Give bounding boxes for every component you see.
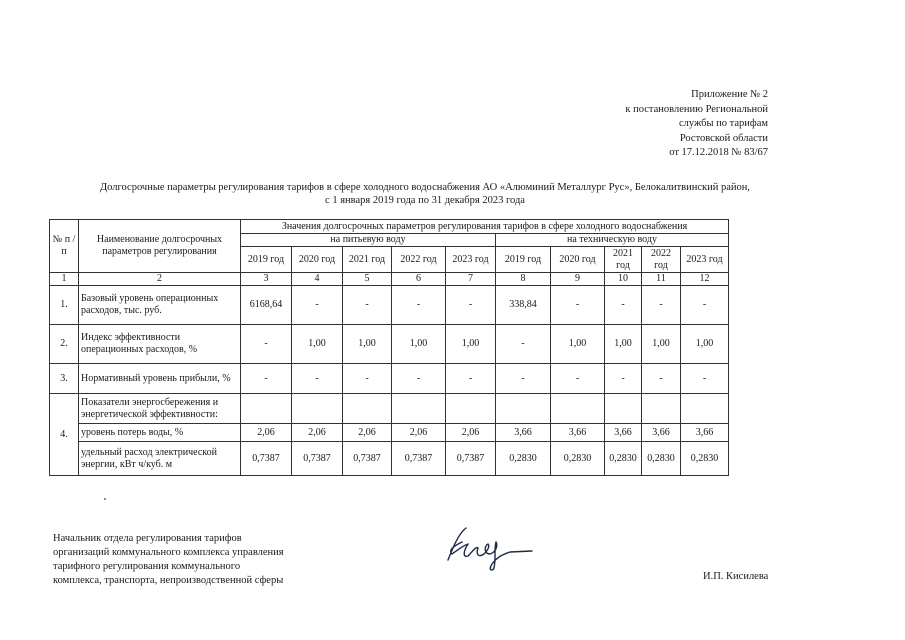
cell: - <box>551 286 605 325</box>
cell-empty <box>681 394 729 424</box>
cell: 1,00 <box>681 325 729 364</box>
cell: 1,00 <box>343 325 392 364</box>
cell: - <box>241 364 292 394</box>
table-row <box>50 394 729 424</box>
cell: 0,7387 <box>241 442 292 476</box>
signatory-position <box>53 532 284 588</box>
column-number: 11 <box>642 273 681 286</box>
cell: 1,00 <box>392 325 446 364</box>
column-number-row <box>50 273 729 286</box>
cell-empty <box>496 394 551 424</box>
appendix-line: службы по тарифам <box>679 118 768 129</box>
appendix-line: Ростовской области <box>679 132 768 144</box>
title-line-1: Долгосрочные параметры регулирования тарифов в сфере холодного водоснабжения АО «Алюминий Металлург Рус», Белокалитвинский район, <box>99 182 751 193</box>
cell: - <box>642 364 681 394</box>
cell: 2,06 <box>292 424 343 442</box>
column-number: 2 <box>79 273 241 286</box>
column-number: 6 <box>392 273 446 286</box>
document-title <box>40 181 810 207</box>
cell: 0,7387 <box>343 442 392 476</box>
cell: 0,2830 <box>496 442 551 476</box>
appendix-line: к постановлению Региональной <box>625 103 768 115</box>
cell: 2,06 <box>241 424 292 442</box>
cell: 0,7387 <box>292 442 343 476</box>
header-name: Наименование долгосрочных параметров регулирования <box>79 220 241 273</box>
appendix-line: Приложение № 2 <box>691 89 768 100</box>
header-year: 2019 год <box>241 247 292 273</box>
cell: - <box>642 286 681 325</box>
column-number: 3 <box>241 273 292 286</box>
title-line-2: с 1 января 2019 года по 31 декабря 2023 года <box>325 195 525 206</box>
row-num: 4. <box>50 394 79 476</box>
cell-empty <box>241 394 292 424</box>
column-number: 1 <box>50 273 79 286</box>
appendix-line: от 17.12.2018 № 83/67 <box>669 147 768 158</box>
cell: 1,00 <box>292 325 343 364</box>
header-year: 2023 год <box>446 247 496 273</box>
cell: 0,2830 <box>605 442 642 476</box>
cell-empty <box>642 394 681 424</box>
row-name: удельный расход электрической энергии, кВт ч/куб. м <box>79 442 241 476</box>
cell-empty <box>292 394 343 424</box>
cell: - <box>292 364 343 394</box>
column-number: 9 <box>551 273 605 286</box>
cell: - <box>681 286 729 325</box>
header-year: 2022 год <box>392 247 446 273</box>
header-num: № п /п <box>50 220 79 273</box>
cell: 3,66 <box>496 424 551 442</box>
cell: - <box>681 364 729 394</box>
cell: - <box>292 286 343 325</box>
position-line: Начальник отдела регулирования тарифов <box>53 533 242 544</box>
cell: - <box>392 364 446 394</box>
row-num: 2. <box>50 325 79 364</box>
cell: 2,06 <box>343 424 392 442</box>
handwritten-signature <box>440 520 540 575</box>
column-number: 8 <box>496 273 551 286</box>
cell: 1,00 <box>446 325 496 364</box>
position-line: тарифного регулирования коммунального <box>53 561 241 572</box>
cell: - <box>496 364 551 394</box>
table-row <box>50 364 729 394</box>
position-line: организаций коммунального комплекса управления <box>53 547 284 558</box>
cell: 2,06 <box>392 424 446 442</box>
header-year: 2020 год <box>292 247 343 273</box>
header-year: 2019 год <box>496 247 551 273</box>
cell: 0,7387 <box>392 442 446 476</box>
cell: - <box>343 364 392 394</box>
column-number: 12 <box>681 273 729 286</box>
cell: 6168,64 <box>241 286 292 325</box>
cell: 1,00 <box>642 325 681 364</box>
row-name: Индекс эффективности операционных расходов, % <box>79 325 241 364</box>
table-row <box>50 442 729 476</box>
cell-empty <box>446 394 496 424</box>
cell-empty <box>605 394 642 424</box>
cell: 3,66 <box>681 424 729 442</box>
cell: - <box>605 364 642 394</box>
column-number: 7 <box>446 273 496 286</box>
cell: - <box>446 364 496 394</box>
column-number: 5 <box>343 273 392 286</box>
table-row <box>50 325 729 364</box>
row-num: 3. <box>50 364 79 394</box>
cell: - <box>343 286 392 325</box>
column-number: 10 <box>605 273 642 286</box>
cell: - <box>551 364 605 394</box>
cell: - <box>241 325 292 364</box>
cell: 1,00 <box>551 325 605 364</box>
row-heading: Показатели энергосбережения и энергетической эффективности: <box>79 394 241 424</box>
cell-empty <box>343 394 392 424</box>
cell: - <box>605 286 642 325</box>
cell-empty <box>551 394 605 424</box>
appendix-reference <box>625 88 768 161</box>
row-name: уровень потерь воды, % <box>79 424 241 442</box>
header-technical-water: на техническую воду <box>496 234 729 247</box>
column-number: 4 <box>292 273 343 286</box>
header-year: 2021 год <box>605 247 642 273</box>
cell: 3,66 <box>605 424 642 442</box>
row-num: 1. <box>50 286 79 325</box>
header-year: 2021 год <box>343 247 392 273</box>
scan-speck <box>104 498 106 500</box>
row-name: Базовый уровень операционных расходов, тыс. руб. <box>79 286 241 325</box>
row-name: Нормативный уровень прибыли, % <box>79 364 241 394</box>
cell: 0,2830 <box>681 442 729 476</box>
parameters-table <box>49 219 729 476</box>
header-drinking-water: на питьевую воду <box>241 234 496 247</box>
header-year: 2020 год <box>551 247 605 273</box>
header-values-group: Значения долгосрочных параметров регулирования тарифов в сфере холодного водоснабжения <box>241 220 729 234</box>
cell: 2,06 <box>446 424 496 442</box>
cell: 0,2830 <box>551 442 605 476</box>
position-line: комплекса, транспорта, непроизводственной сферы <box>53 575 284 586</box>
header-year: 2023 год <box>681 247 729 273</box>
cell: 3,66 <box>551 424 605 442</box>
header-year: 2022 год <box>642 247 681 273</box>
table-row <box>50 286 729 325</box>
cell: 0,7387 <box>446 442 496 476</box>
cell-empty <box>392 394 446 424</box>
cell: 1,00 <box>605 325 642 364</box>
cell: 338,84 <box>496 286 551 325</box>
cell: - <box>446 286 496 325</box>
signer-name: И.П. Кисилева <box>703 571 769 582</box>
cell: - <box>496 325 551 364</box>
table-row <box>50 424 729 442</box>
cell: - <box>392 286 446 325</box>
cell: 3,66 <box>642 424 681 442</box>
cell: 0,2830 <box>642 442 681 476</box>
